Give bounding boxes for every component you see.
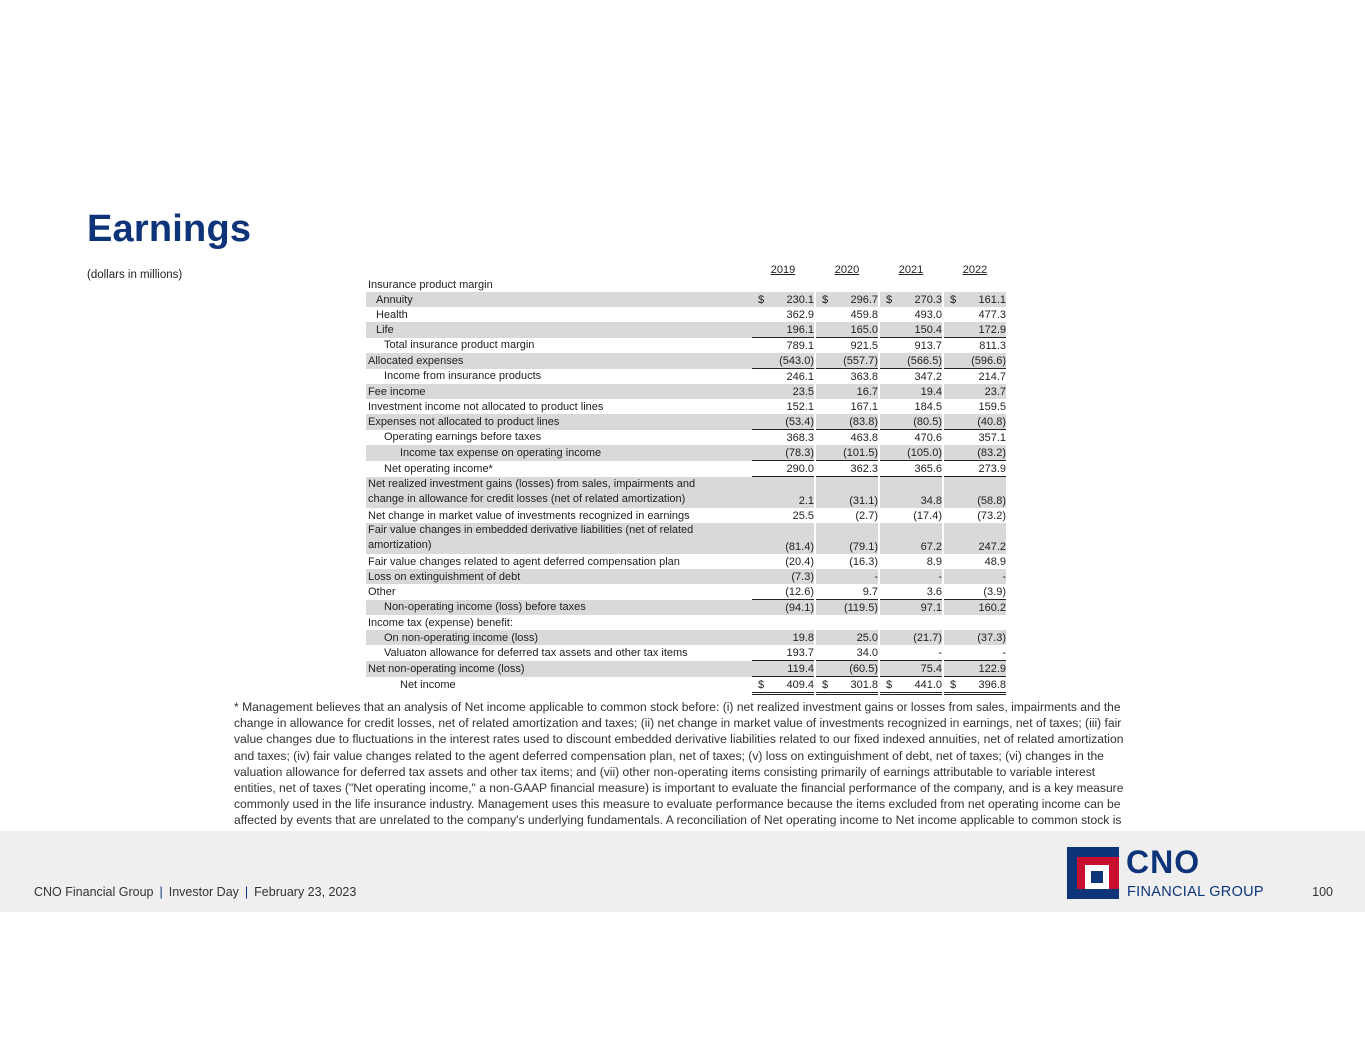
table-row: Life 196.1 165.0 150.4 172.9	[366, 322, 1006, 338]
logo-tagline: FINANCIAL GROUP	[1127, 884, 1264, 900]
earnings-table	[366, 262, 1006, 695]
footer-event: Investor Day	[168, 885, 239, 899]
table-row: Operating earnings before taxes 368.3 463.8 470.6 357.1	[366, 430, 1006, 446]
row-label: Income from insurance products	[384, 370, 542, 383]
row-label: On non-operating income (loss)	[366, 630, 752, 645]
row-label: Investment income not allocated to product lines	[368, 400, 604, 413]
table-row: Net operating income* 290.0 362.3 365.6 273.9	[366, 461, 1006, 477]
row-label: Fee income	[366, 384, 752, 399]
year-2019-header: 2019	[770, 263, 796, 276]
table-row: Other (12.6) 9.7 3.6 (3.9)	[368, 585, 1006, 598]
row-label: Annuity	[366, 292, 752, 307]
row-label: Net realized investment gains (losses) from sales, impairments and change in allowance for credit losses (net of related amortization)	[366, 477, 752, 509]
table-row	[366, 615, 1006, 630]
table-row: Annuity $ 230.1 $ 296.7 $ 270.3 $ 161.1	[366, 292, 1006, 307]
table-row: Fair value changes related to agent deferred compensation plan (20.4) (16.3) 8.9 48.9	[368, 555, 1006, 568]
year-2020-header: 2020	[834, 263, 860, 276]
page-number: 100	[1312, 885, 1333, 899]
row-label: Expenses not allocated to product lines	[366, 414, 752, 430]
table-row: On non-operating income (loss) 19.8 25.0 (21.7) (37.3)	[366, 630, 1006, 645]
table-row: Loss on extinguishment of debt (7.3) - - -	[368, 570, 1006, 583]
table-row: Non-operating income (loss) before taxes (94.1) (119.5) 97.1 160.2	[366, 600, 1006, 616]
table-row: Fee income 23.5 16.7 19.4 23.7	[368, 385, 1006, 398]
table-row: Allocated expenses (543.0) (557.7) (566.5) (596.6)	[368, 354, 1006, 367]
footer-date: February 23, 2023	[254, 885, 357, 899]
row-label: Insurance product margin	[368, 278, 493, 291]
table-row: Net income $ 409.4 $ 301.8 $ 441.0 $ 396.8	[366, 677, 1006, 694]
page-title: Earnings	[87, 208, 252, 250]
row-label: Net income	[400, 679, 456, 691]
logo-wordmark: CNO	[1126, 844, 1201, 880]
row-label: Net operating income*	[384, 462, 493, 475]
cno-logo	[1067, 844, 1277, 900]
row-label: Life	[366, 322, 752, 338]
table-row: Income from insurance products 246.1 363.8 347.2 214.7	[366, 369, 1006, 385]
table-row	[366, 277, 1006, 292]
table-row: Fair value changes in embedded derivative liabilities (net of related amortization) (81.4) (79.1) 67.2 247.2	[368, 524, 1006, 553]
footer-company: CNO Financial Group	[34, 885, 154, 899]
row-label: Valuaton allowance for deferred tax assets and other tax items	[384, 646, 688, 659]
footnote: * Management believes that an analysis of Net income applicable to common stock before: (i) net realized investment gains or losses from sales, impairments and the change in allowance for credit losses, net of related amortization and taxes; (ii) net change in market value of investments recognized in earnings, net of taxes; (iii) fair value changes due to fluctuations in the interest rates used to discount embedded derivative liabilities related to our fixed indexed annuities, net of related amortization and taxes; (iv) fair value changes related to the agent deferred compensation plan, net of taxes; (v) loss on extinguishment of debt, net of taxes; (vi) changes in the valuation allowance for deferred tax assets and other tax items; and (vii) other non-operating items consisting primarily of earnings attributable to variable interest entities, net of taxes ("Net operating income," a non-GAAP financial measure) is important to evaluate the financial performance of the company, and is a key measure commonly used in the life insurance industry. Management uses this measure to evaluate performance because the items excluded from net operating income can be affected by events that are unrelated to the company's underlying fundamentals. A reconciliation of Net operating income to Net income applicable to common stock is	[234, 700, 1124, 828]
table-row: Total insurance product margin 789.1 921.5 913.7 811.3	[366, 338, 1006, 354]
year-2021-header: 2021	[898, 263, 924, 276]
table-row: Net realized investment gains (losses) from sales, impairments and change in allowance for credit losses (net of related amortization) 2.1 (31.1) 34.8 (58.8)	[368, 478, 1006, 507]
footer-bar	[0, 831, 1365, 912]
year-header-row	[366, 262, 1006, 277]
table-row: Income tax expense on operating income (78.3) (101.5) (105.0) (83.2)	[366, 445, 1006, 461]
table-row: Net non-operating income (loss) 119.4 (60.5) 75.4 122.9	[368, 662, 1006, 675]
table-row: Net change in market value of investments recognized in earnings 25.5 (2.7) (17.4) (73.2)	[368, 509, 1006, 522]
footer-caption: CNO Financial Group | Investor Day | February 23, 2023	[34, 885, 357, 899]
row-label: Fair value changes in embedded derivative liabilities (net of related amortization)	[366, 523, 752, 554]
table-row: Investment income not allocated to product lines 152.1 167.1 184.5 159.5	[368, 400, 1006, 413]
units-subtitle: (dollars in millions)	[87, 269, 183, 281]
row-label: Loss on extinguishment of debt	[366, 569, 752, 584]
row-label: Net change in market value of investments recognized in earnings	[368, 509, 690, 522]
row-label: Health	[376, 308, 408, 321]
table-row: Valuaton allowance for deferred tax assets and other tax items 193.7 34.0 - -	[366, 645, 1006, 661]
row-label: Income tax (expense) benefit:	[368, 616, 513, 629]
row-label: Allocated expenses	[366, 353, 752, 369]
row-label: Other	[368, 585, 396, 598]
year-2022-header: 2022	[962, 263, 988, 276]
row-label: Total insurance product margin	[384, 339, 535, 352]
row-label: Operating earnings before taxes	[384, 431, 542, 444]
row-label: Income tax expense on operating income	[366, 445, 752, 461]
table-row: Expenses not allocated to product lines (53.4) (83.8) (80.5) (40.8)	[368, 415, 1006, 428]
row-label: Fair value changes related to agent deferred compensation plan	[368, 555, 680, 568]
table-row: Health 362.9 459.8 493.0 477.3	[366, 307, 1006, 322]
row-label: Non-operating income (loss) before taxes	[366, 600, 752, 616]
row-label: Net non-operating income (loss)	[366, 661, 752, 677]
cno-logo-mark-icon	[1067, 847, 1119, 899]
